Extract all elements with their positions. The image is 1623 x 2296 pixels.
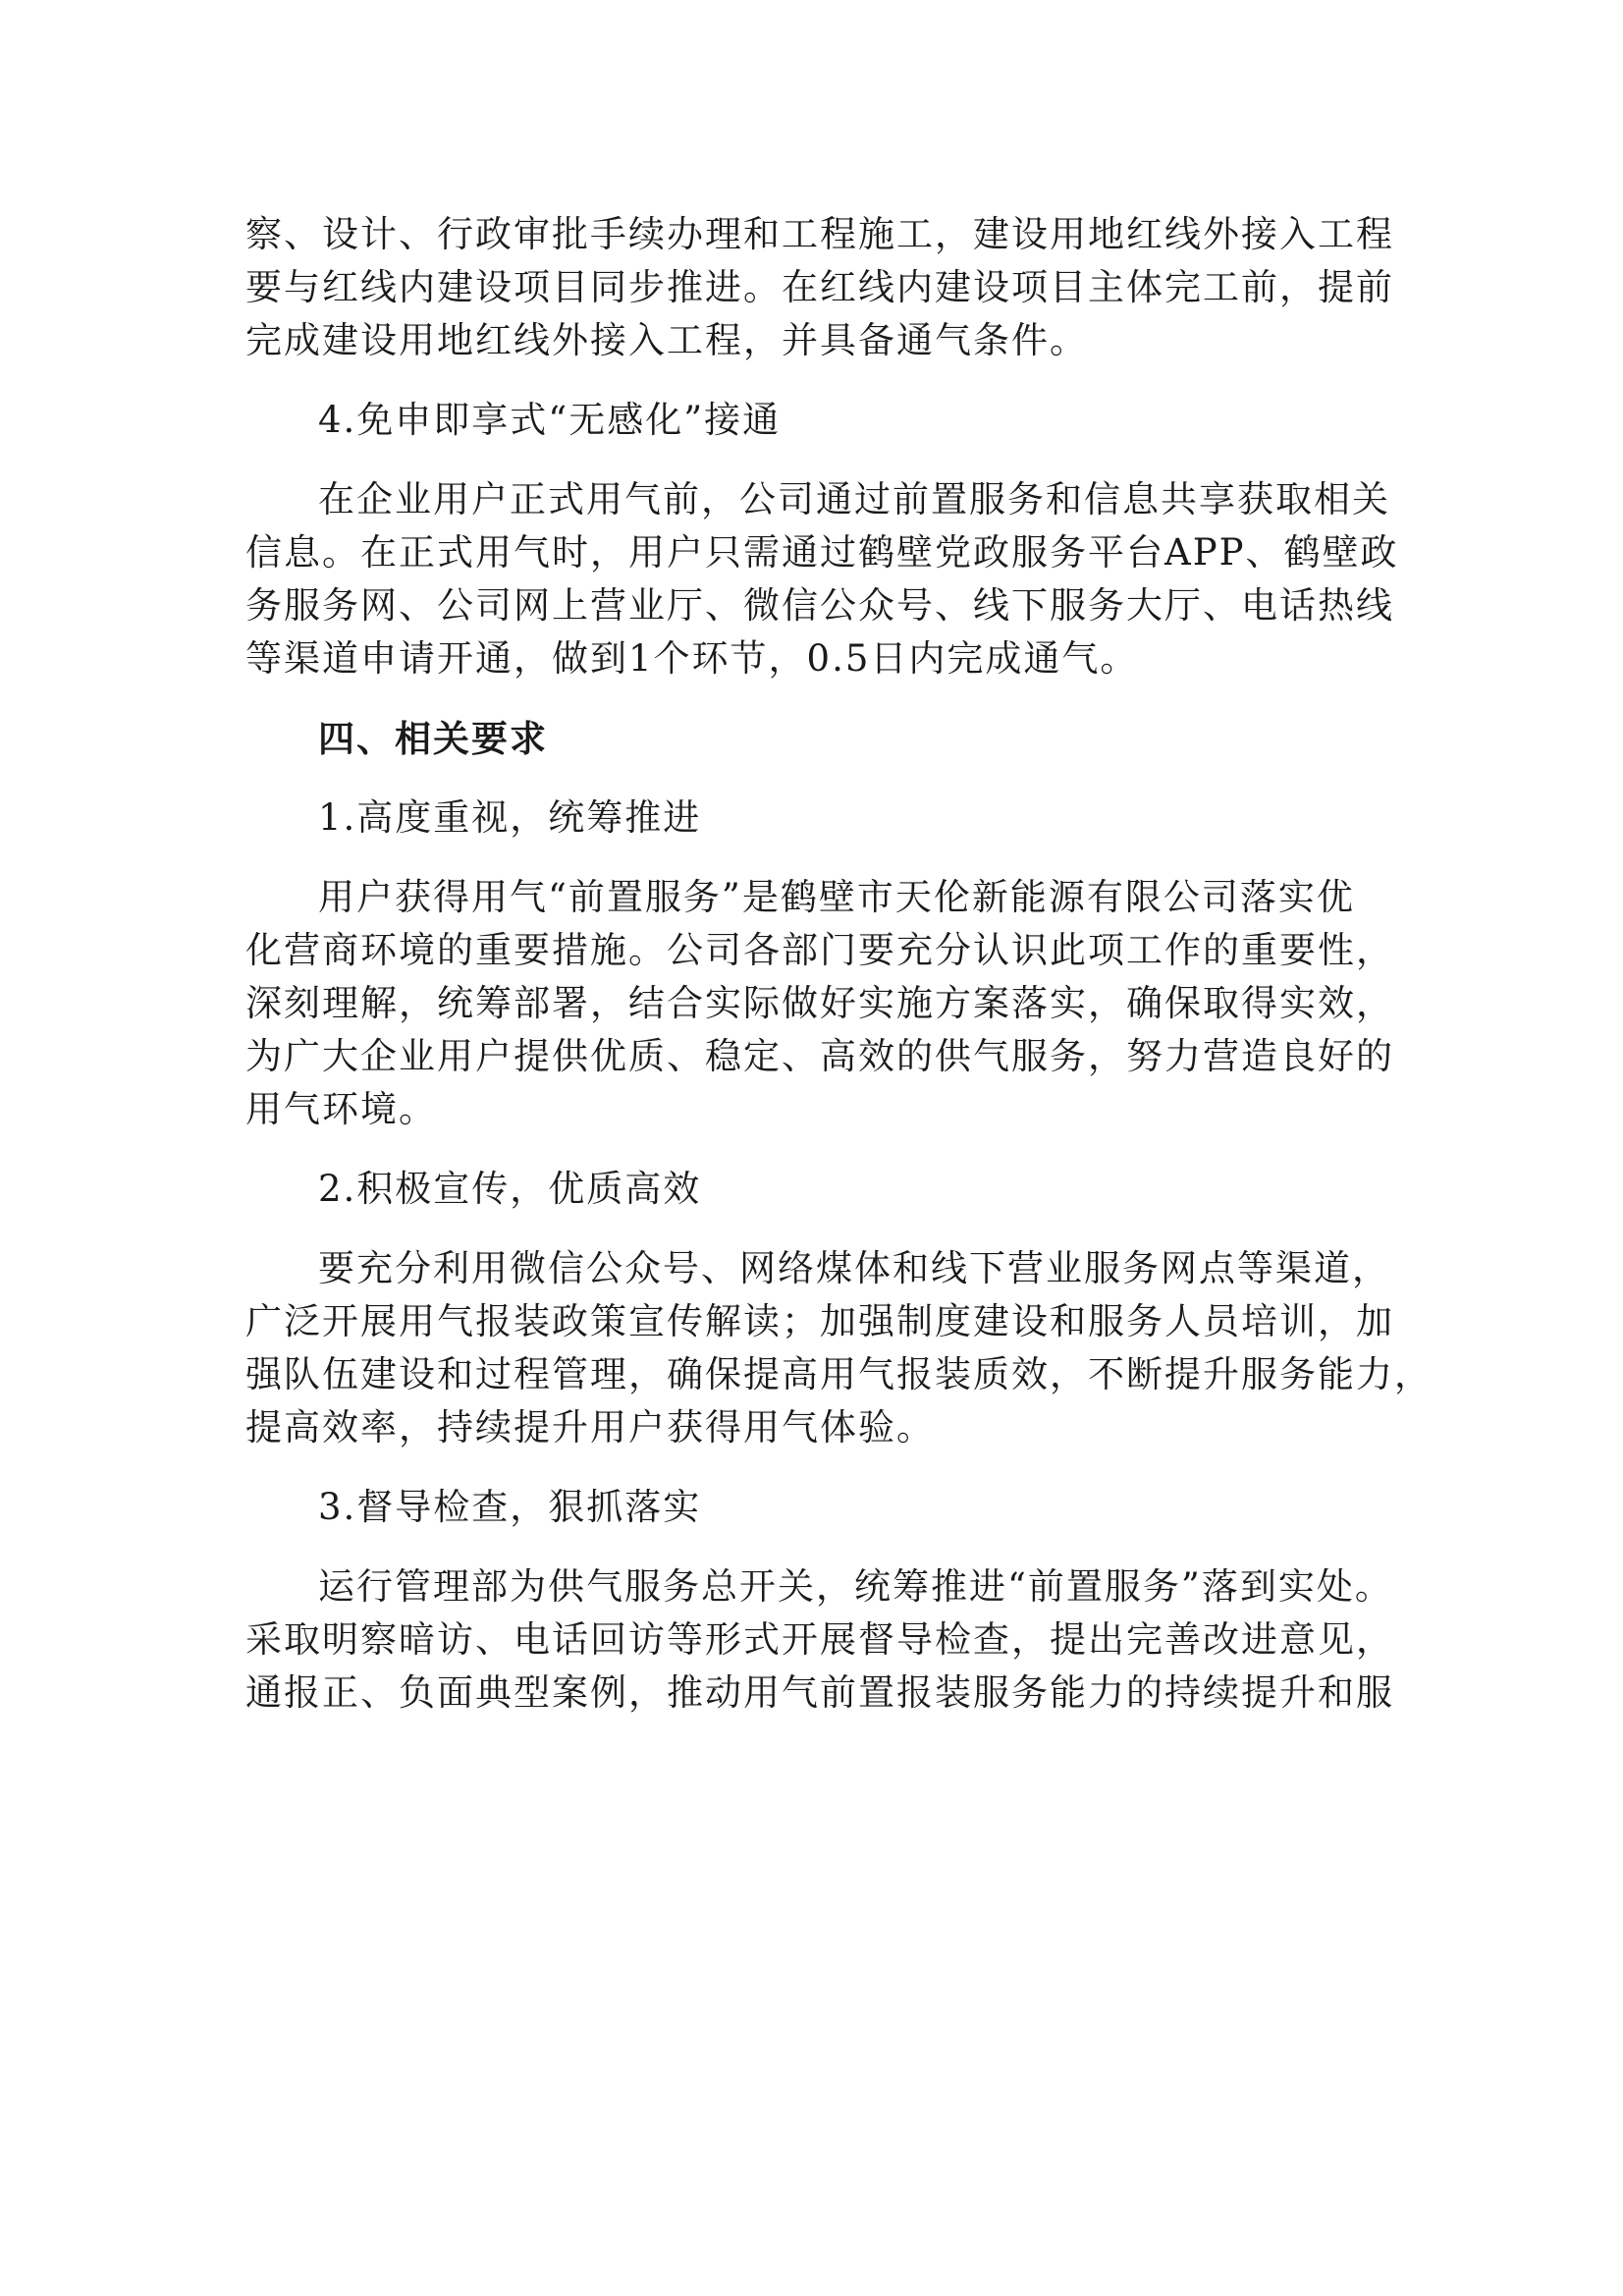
text-line: 提高效率，持续提升用户获得用气体验。 [245, 1406, 935, 1449]
text-line: 广泛开展用气报装政策宣传解读；加强制度建设和服务人员培训，加 [245, 1300, 1394, 1342]
subheading-3: 3.督导检查，狠抓落实 [318, 1486, 702, 1528]
text-line: 信息。在正式用气时，用户只需通过鹤壁党政服务平台APP、鹤壁政 [245, 531, 1399, 574]
text-line: 完成建设用地红线外接入工程，并具备通气条件。 [245, 319, 1088, 361]
text-line: 采取明察暗访、电话回访等形式开展督导检查，提出完善改进意见， [245, 1618, 1394, 1661]
text-line: 要与红线内建设项目同步推进。在红线内建设项目主体完工前，提前 [245, 266, 1394, 308]
text-line: 务服务网、公司网上营业厅、微信公众号、线下服务大厅、电话热线 [245, 584, 1394, 627]
paragraph-attention [245, 871, 1394, 1136]
subheading-4: 4.免申即享式“无感化”接通 [318, 399, 782, 441]
text-line: 化营商环境的重要措施。公司各部门要充分认识此项工作的重要性， [245, 929, 1394, 971]
text-line: 为广大企业用户提供优质、稳定、高效的供气服务，努力营造良好的 [245, 1035, 1394, 1077]
paragraph-supervision [245, 1560, 1394, 1720]
paragraph-instant-connect [245, 473, 1399, 685]
text-line: 强队伍建设和过程管理，确保提高用气报装质效，不断提升服务能力， [245, 1353, 1433, 1395]
subheading-2: 2.积极宣传，优质高效 [318, 1168, 702, 1210]
text-line: 察、设计、行政审批手续办理和工程施工，建设用地红线外接入工程 [245, 213, 1394, 255]
section-heading-requirements: 四、相关要求 [318, 717, 548, 760]
text-line: 在企业用户正式用气前，公司通过前置服务和信息共享获取相关 [318, 478, 1390, 520]
text-line: 运行管理部为供气服务总开关，统筹推进“前置服务”落到实处。 [318, 1565, 1393, 1608]
paragraph-continuation [245, 208, 1394, 367]
text-line: 深刻理解，统筹部署，结合实际做好实施方案落实，确保取得实效， [245, 982, 1394, 1024]
subheading-1: 1.高度重视，统筹推进 [318, 796, 702, 839]
paragraph-publicity [245, 1242, 1433, 1454]
document-body [245, 208, 1433, 1746]
text-line: 等渠道申请开通，做到1个环节，0.5日内完成通气。 [245, 637, 1139, 680]
text-line: 用气环境。 [245, 1088, 437, 1130]
text-line: 通报正、负面典型案例，推动用气前置报装服务能力的持续提升和服 [245, 1671, 1394, 1714]
text-line: 要充分利用微信公众号、网络煤体和线下营业服务网点等渠道， [318, 1247, 1390, 1289]
text-line: 用户获得用气“前置服务”是鹤壁市天伦新能源有限公司落实优 [318, 876, 1355, 918]
